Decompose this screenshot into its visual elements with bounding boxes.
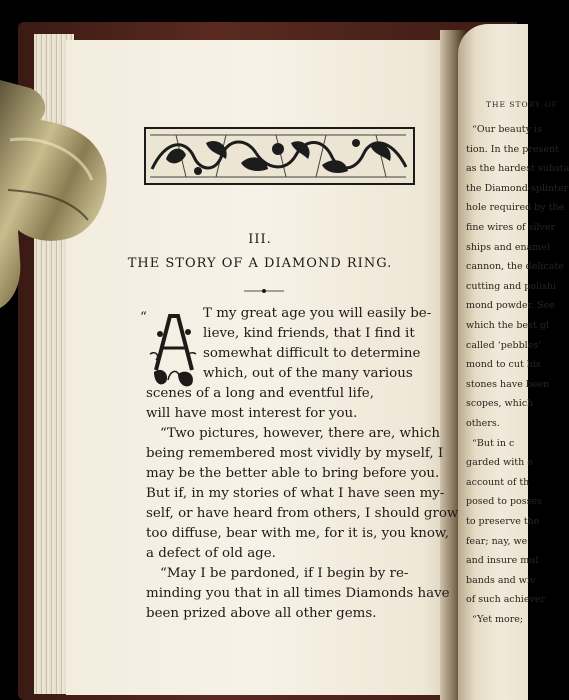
header-ornament-icon	[144, 127, 415, 185]
body-line-12: too diffuse, bear with me, for it is, you know,	[146, 526, 450, 541]
right-page-line: bands and wiv	[466, 574, 536, 586]
right-page-line: “Yet more;	[472, 614, 524, 625]
body-line-14: “May I be pardoned, if I begin by re-	[160, 566, 409, 581]
right-page-line: ships and enamel	[466, 241, 550, 253]
chapter-title: THE STORY OF A DIAMOND RING.	[127, 256, 393, 271]
chapter-number: III.	[248, 232, 272, 247]
body-line-10: But if, in my stories of what I have seen my-	[146, 486, 445, 501]
divider-ornament-icon	[244, 288, 284, 294]
brass-clamp-icon	[0, 80, 110, 310]
right-page-line: garded with e	[466, 457, 533, 469]
body-line-16: been prized above all other gems.	[146, 606, 377, 621]
right-page-line: as the hardest substa	[466, 163, 569, 175]
body-line-9: may be the better able to bring before you.	[146, 466, 440, 481]
body-line-5: scenes of a long and eventful life,	[146, 386, 374, 401]
right-page-line: hole required by the	[466, 202, 565, 214]
right-page-line: stones have been	[466, 378, 550, 390]
right-page-line: of such achiever	[466, 594, 546, 606]
right-page-line: posed to posses	[466, 496, 543, 508]
right-page-line: fine wires of silver	[466, 222, 556, 233]
right-page-line: fear; nay, we	[466, 535, 528, 547]
right-page-line: account of th	[466, 476, 530, 488]
body-line-1: T my great age you will easily be-	[203, 306, 432, 321]
right-page-line: which the best gl	[466, 320, 549, 331]
right-page-line: the Diamond-splinter	[466, 182, 569, 194]
right-page-line: and insure mul	[466, 555, 539, 567]
right-page-line: mond powder. See	[466, 300, 555, 312]
right-page-line: “But in c	[472, 437, 515, 449]
body-line-8: being remembered most vividly by myself, I	[146, 446, 444, 461]
body-line-15: minding you that in all times Diamonds have	[146, 586, 450, 601]
body-line-6: will have most interest for you.	[146, 406, 358, 421]
right-page-line: scopes, which	[466, 398, 534, 410]
body-line-13: a defect of old age.	[146, 546, 276, 561]
opening-quote: “	[140, 310, 147, 325]
right-page-line: to preserve the	[466, 516, 540, 527]
body-line-4: which, out of the many various	[203, 366, 413, 381]
right-page-line: tion. In the present	[466, 143, 559, 155]
right-page-line: “Our beauty is	[472, 124, 542, 135]
body-line-7: “Two pictures, however, there are, which	[160, 426, 440, 441]
right-page-line: THE STORY OF	[486, 100, 558, 109]
body-line-11: self, or have heard from others, I should grow	[146, 506, 459, 521]
body-line-3: somewhat difficult to determine	[203, 346, 421, 361]
right-page-line: called ‘pebbles’	[466, 339, 542, 351]
right-page-line: mond to cut his	[466, 359, 541, 371]
right-page-line: cutting and polishi	[466, 280, 557, 292]
drop-cap-a-icon	[148, 310, 200, 392]
right-page-line: others.	[466, 418, 500, 429]
right-page-line: cannon, the delicate	[466, 261, 564, 273]
body-line-2: lieve, kind friends, that I find it	[203, 326, 415, 341]
